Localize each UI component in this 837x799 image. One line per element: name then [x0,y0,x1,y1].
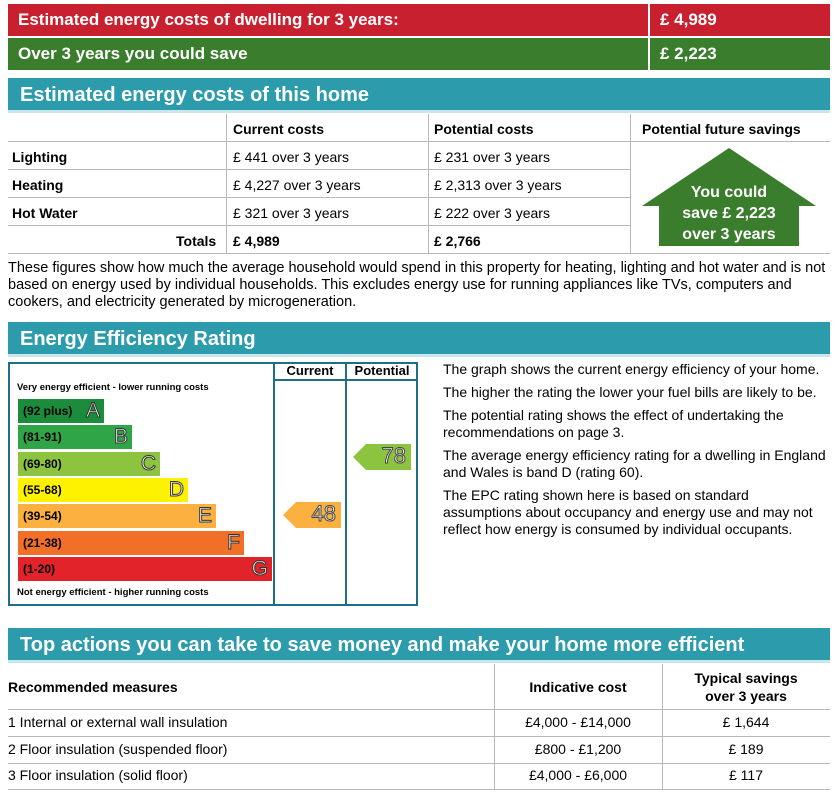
costs-heading: Estimated energy costs of this home [8,78,830,113]
rating-chart [8,362,418,606]
rating-band-a [18,399,104,423]
rating-col-current: Current [286,363,334,378]
rating-top-note: Very energy efficient - lower running costs [17,382,209,393]
action-cost: £4,000 - £6,000 [528,767,628,783]
potential-rating-arrow [353,444,411,470]
summary-cost-value: £ 4,989 [650,4,830,36]
actions-heading: Top actions you can take to save money and make your home more efficient [8,628,830,663]
action-measure: 1 Internal or external wall insulation [8,714,228,730]
costs-row-potential: £ 222 over 3 years [434,205,550,221]
rating-band-g [18,557,272,581]
actions-col-cost: Indicative cost [529,679,627,695]
current-rating-arrow [283,502,341,528]
rating-heading: Energy Efficiency Rating [8,322,830,357]
costs-row-current: £ 441 over 3 years [233,149,349,165]
costs-row-name: Hot Water [12,205,78,221]
costs-row-current: £ 321 over 3 years [233,205,349,221]
rating-band-letter: B [113,425,128,449]
costs-row-current: £ 4,227 over 3 years [233,177,361,193]
actions-col-savings-2: over 3 years [705,688,787,704]
costs-totals-label: Totals [176,233,217,249]
costs-col-future: Potential future savings [642,121,801,137]
rating-band-range: (39-54) [23,509,62,524]
costs-row-potential: £ 231 over 3 years [434,149,550,165]
actions-col-measure: Recommended measures [8,679,178,695]
costs-row-name: Lighting [12,149,68,165]
action-measure: 3 Floor insulation (solid floor) [8,767,188,783]
action-cost: £4,000 - £14,000 [525,714,631,730]
rating-band-d [18,478,188,502]
rating-band-letter: E [197,504,212,528]
rating-band-range: (21-38) [23,535,62,550]
rating-band-letter: A [85,399,100,422]
rating-side-text: The graph shows the current energy efficiency of your home. [443,361,820,377]
action-measure: 2 Floor insulation (suspended floor) [8,741,228,757]
house-line2: save £ 2,223 [682,205,776,222]
house-line1: You could [690,184,768,201]
summary-cost-label: Estimated energy costs of dwelling for 3 years: [8,4,648,36]
summary-save-label: Over 3 years you could save [8,38,648,70]
action-saving: £ 1,644 [722,714,770,730]
rating-explanation [443,361,831,544]
rating-band-range: (92 plus) [23,404,73,418]
rating-side-text: The EPC rating shown here is based on standard assumptions about occupancy and energy use and may not reflect how energy is consumed by individual occupants. [443,487,813,537]
rating-band-letter: D [168,477,184,501]
costs-col-current: Current costs [233,121,325,137]
savings-house-arrow [640,148,818,246]
rating-band-range: (81-91) [23,430,62,445]
rating-band-range: (55-68) [23,482,62,497]
rating-band-letter: G [251,556,268,580]
rating-band-letter: C [140,451,156,475]
summary-save-row [8,38,830,70]
costs-note: These figures show how much the average household would spend in this property for heating, lighting and hot water and is not based on energy used by individual households. This excludes energy use for running appliances like TVs, computers and cookers, and electricity generated by microgeneration. [8,260,826,310]
rating-band-range: (69-80) [23,456,62,471]
rating-band-range: (1-20) [23,561,56,576]
costs-col-potential: Potential costs [434,121,534,137]
rating-band-b [18,425,132,449]
action-saving: £ 189 [728,741,764,757]
rating-side-text: The average energy efficiency rating for a dwelling in England and Wales is band D (rating 60). [443,447,826,480]
current-rating-value: 48 [311,501,336,526]
potential-rating-value: 78 [381,443,406,468]
summary-save-value: £ 2,223 [650,38,830,70]
rating-band-c [18,452,160,476]
rating-col-potential: Potential [354,363,410,378]
action-saving: £ 117 [729,767,763,783]
house-line3: over 3 years [682,226,776,243]
costs-row-potential: £ 2,313 over 3 years [434,177,562,193]
rating-band-f [18,531,244,555]
action-cost: £800 - £1,200 [534,741,622,757]
summary-cost-row [8,4,830,36]
rating-band-e [18,504,216,528]
costs-totals-potential: £ 2,766 [434,233,481,249]
rating-side-text: The potential rating shows the effect of undertaking the recommendations on page 3. [443,407,784,440]
actions-col-savings-1: Typical savings [694,670,798,686]
rating-side-text: The higher the rating the lower your fuel bills are likely to be. [443,384,817,400]
rating-bottom-note: Not energy efficient - higher running costs [17,587,209,598]
rating-band-letter: F [227,530,240,554]
costs-totals-current: £ 4,989 [233,233,280,249]
costs-row-name: Heating [12,177,64,193]
